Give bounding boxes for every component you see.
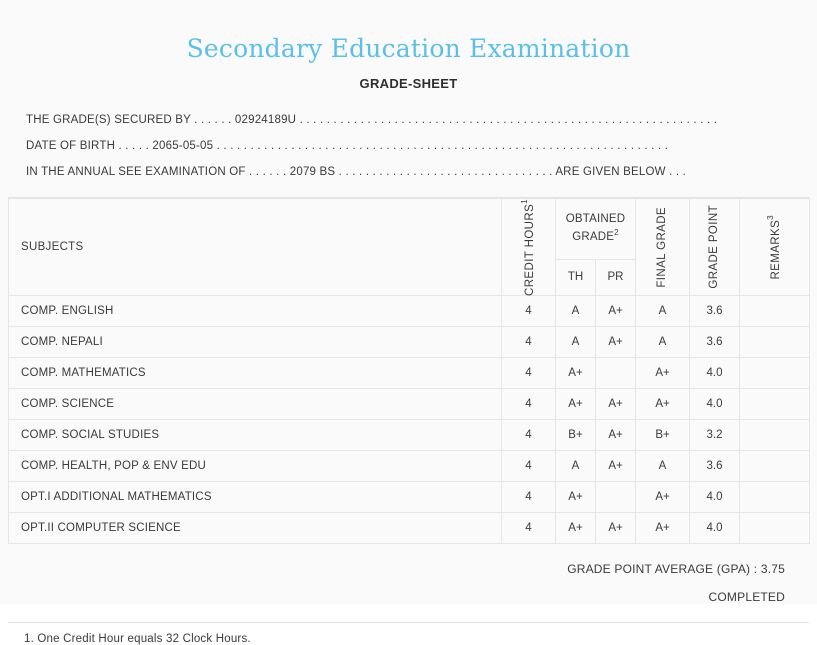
cell-pr: A+ <box>596 389 636 420</box>
grades-table <box>8 198 810 544</box>
cell-point: 4.0 <box>690 389 740 420</box>
cell-final: A <box>636 327 690 358</box>
cell-point: 4.0 <box>690 513 740 544</box>
cell-credit: 4 <box>502 513 556 544</box>
page-subtitle: GRADE-SHEET <box>359 76 458 91</box>
header-remarks-label: REMARKS <box>769 219 782 280</box>
cell-pr: A+ <box>596 296 636 327</box>
header-pr: PR <box>596 259 636 295</box>
cell-pr: A+ <box>596 451 636 482</box>
cell-th: A <box>556 296 596 327</box>
cell-final: A <box>636 296 690 327</box>
table-row <box>9 513 810 544</box>
cell-subject: COMP. MATHEMATICS <box>9 358 502 389</box>
cell-point: 3.2 <box>690 420 740 451</box>
cell-credit: 4 <box>502 389 556 420</box>
cell-th: A <box>556 327 596 358</box>
table-row <box>9 327 810 358</box>
status-badge: COMPLETED <box>708 590 785 604</box>
cell-pr: A+ <box>596 420 636 451</box>
table-row <box>9 358 810 389</box>
cell-remarks <box>740 296 810 327</box>
cell-pr: A+ <box>596 327 636 358</box>
cell-final: A+ <box>636 513 690 544</box>
cell-th: A+ <box>556 358 596 389</box>
cell-credit: 4 <box>502 482 556 513</box>
table-row <box>9 296 810 327</box>
cell-pr: A+ <box>596 513 636 544</box>
grades-table-head <box>9 199 810 296</box>
cell-th: A+ <box>556 482 596 513</box>
page-title: Secondary Education Examination <box>186 34 631 63</box>
header-grade-point-label: GRADE POINT <box>707 205 720 289</box>
cell-remarks <box>740 389 810 420</box>
header-obtained-grade-label: OBTAINED GRADE <box>565 213 626 243</box>
header-remarks-sup: 3 <box>765 214 775 220</box>
cell-pr <box>596 358 636 389</box>
cell-remarks <box>740 327 810 358</box>
candidate-info-block <box>8 107 809 185</box>
cell-final: B+ <box>636 420 690 451</box>
header-grade-point <box>690 199 740 296</box>
header-subjects: SUBJECTS <box>9 199 502 296</box>
cell-credit: 4 <box>502 296 556 327</box>
info-line-date-of-birth: DATE OF BIRTH . . . . . 2065-05-05 . . . . . . . . . . . . . . . . . . . . . . . . . . . . . . . . . . . . . . . . . . . . . . . . . . . . . . . . . . . . . . . . . . . <box>26 140 669 152</box>
cell-remarks <box>740 451 810 482</box>
header-th: TH <box>556 259 596 295</box>
header-obtained-grade-sup: 2 <box>614 227 619 237</box>
cell-remarks <box>740 358 810 389</box>
cell-final: A+ <box>636 482 690 513</box>
header-credit-hours-label: CREDIT HOURS <box>523 203 536 296</box>
cell-remarks <box>740 420 810 451</box>
cell-credit: 4 <box>502 327 556 358</box>
footnote-credit-hour: 1. One Credit Hour equals 32 Clock Hours. <box>24 633 251 645</box>
cell-subject: COMP. SOCIAL STUDIES <box>9 420 502 451</box>
cell-th: A+ <box>556 513 596 544</box>
cell-th: A <box>556 451 596 482</box>
cell-subject: OPT.II COMPUTER SCIENCE <box>9 513 502 544</box>
grades-table-body <box>9 296 810 544</box>
table-row <box>9 389 810 420</box>
table-row <box>9 482 810 513</box>
cell-point: 4.0 <box>690 358 740 389</box>
cell-subject: COMP. ENGLISH <box>9 296 502 327</box>
cell-pr <box>596 482 636 513</box>
header-remarks <box>740 199 810 296</box>
cell-remarks <box>740 482 810 513</box>
cell-credit: 4 <box>502 451 556 482</box>
cell-subject: COMP. SCIENCE <box>9 389 502 420</box>
info-line-grades-secured-by: THE GRADE(S) SECURED BY . . . . . . 02924189U . . . . . . . . . . . . . . . . . . . . . . . . . . . . . . . . . . . . . . . . . . . . . . . . . . . . . . . . . . . . . . <box>26 114 718 126</box>
cell-final: A+ <box>636 358 690 389</box>
cell-credit: 4 <box>502 420 556 451</box>
cell-th: B+ <box>556 420 596 451</box>
cell-point: 4.0 <box>690 482 740 513</box>
cell-subject: COMP. HEALTH, POP & ENV EDU <box>9 451 502 482</box>
header-final-grade-label: FINAL GRADE <box>655 206 668 288</box>
cell-point: 3.6 <box>690 296 740 327</box>
gpa-summary: GRADE POINT AVERAGE (GPA) : 3.75 <box>567 562 785 576</box>
table-header-row-1 <box>9 199 810 260</box>
table-row <box>9 451 810 482</box>
cell-point: 3.6 <box>690 451 740 482</box>
cell-final: A+ <box>636 389 690 420</box>
header-final-grade <box>636 199 690 296</box>
info-line-exam-year: IN THE ANNUAL SEE EXAMINATION OF . . . . . . 2079 BS . . . . . . . . . . . . . . . . . . . . . . . . . . . . . . . . ARE GIVEN BELOW . . . <box>26 166 687 178</box>
cell-subject: OPT.I ADDITIONAL MATHEMATICS <box>9 482 502 513</box>
header-credit-hours-sup: 1 <box>519 198 529 204</box>
table-row <box>9 420 810 451</box>
cell-th: A+ <box>556 389 596 420</box>
cell-point: 3.6 <box>690 327 740 358</box>
cell-subject: COMP. NEPALI <box>9 327 502 358</box>
cell-final: A <box>636 451 690 482</box>
header-obtained-grade <box>556 199 636 260</box>
header-credit-hours <box>502 199 556 296</box>
cell-credit: 4 <box>502 358 556 389</box>
cell-remarks <box>740 513 810 544</box>
